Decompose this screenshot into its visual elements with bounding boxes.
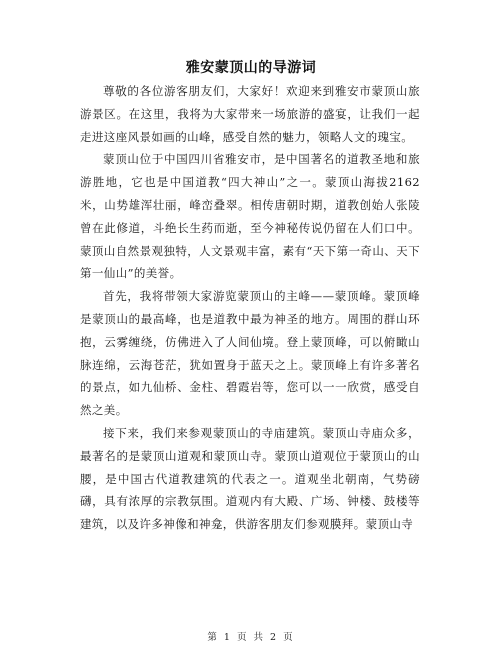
page-number-footer: 第 1 页 共 2 页: [207, 632, 295, 643]
paragraph-2: 蒙顶山位于中国四川省雅安市，是中国著名的道教圣地和旅游胜地，它也是中国道教“四大神山”之一。蒙顶山海拔2162米，山势雄浑壮丽，峰峦叠翠。相传唐朝时期，道教创始人张陵曾在此修道，斗绝长生药而逝，至今神秘传说仍留在人们口中。蒙顶山自然景观独特，人文景观丰富，素有“天下第一奇山、天下第一仙山”的美誉。: [80, 152, 420, 281]
document-body: [80, 80, 420, 536]
paragraph-4: 接下来，我们来参观蒙顶山的寺庙建筑。蒙顶山寺庙众多，最著名的是蒙顶山道观和蒙顶山寺。蒙顶山道观位于蒙顶山的山腰，是中国古代道教建筑的代表之一。道观坐北朝南，气势磅礴，具有浓厚的宗教氛围。道观内有大殿、广场、钟楼、鼓楼等建筑，以及许多神像和神龛，供游客朋友们参观膜拜。蒙顶山寺: [80, 425, 420, 532]
paragraph-3: 首先，我将带领大家游览蒙顶山的主峰——蒙顶峰。蒙顶峰是蒙顶山的最高峰，也是道教中最为神圣的地方。周围的群山环抱，云雾缠绕，仿佛进入了人间仙境。登上蒙顶峰，可以俯瞰山脉连绵，云海苍茫，犹如置身于蓝天之上。蒙顶峰上有许多著名的景点，如九仙桥、金柱、碧霞岩等，您可以一一欣赏，感受自然之美。: [80, 289, 420, 418]
paragraph-1: 尊敬的各位游客朋友们，大家好！欢迎来到雅安市蒙顶山旅游景区。在这里，我将为大家带来一场旅游的盛宴，让我们一起走进这座风景如画的山峰，感受自然的魅力，领略人文的瑰宝。: [80, 84, 420, 144]
document-title: 雅安蒙顶山的导游词: [185, 60, 317, 76]
